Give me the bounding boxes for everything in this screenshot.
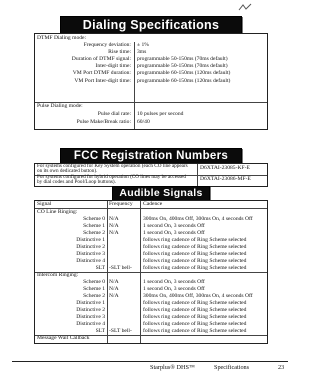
footer-section: Specifications bbox=[214, 364, 250, 371]
fcc-row-description: For systems configured for Key System operation (each CO line appears bbox=[37, 163, 188, 169]
signal-cadence: follows ring cadence of Ring Scheme selected bbox=[143, 251, 247, 257]
signal-name: SLT bbox=[95, 328, 105, 334]
dtmf-row-label: Duration of DTMF signal: bbox=[71, 56, 131, 63]
signal-name: Scheme 1 bbox=[83, 286, 105, 292]
dialing-specifications-table bbox=[34, 33, 268, 130]
signal-cadence: follows ring cadence of Ring Scheme selected bbox=[143, 244, 247, 250]
signal-column-header: Signal bbox=[37, 201, 52, 207]
dtmf-row-value: 3ms bbox=[137, 49, 147, 56]
dtmf-row-value: programmable 50-150ms (70ms default) bbox=[137, 56, 228, 63]
signal-name: Distinctive 3 bbox=[76, 251, 105, 257]
signal-frequency: -SLT bell- bbox=[109, 328, 132, 334]
fcc-registration-number: D6XTAI-23085-KF-E bbox=[200, 164, 250, 171]
cadence-column-header: Cadence bbox=[143, 201, 163, 207]
dtmf-row-label: Frequency deviation: bbox=[83, 42, 131, 48]
pulse-row-label: Pulse Make/Break ratio: bbox=[76, 119, 131, 125]
fcc-registration-table bbox=[34, 163, 268, 187]
signal-group: Intercom Ringing: bbox=[37, 272, 79, 278]
frequency-column-header: Frequency bbox=[109, 201, 133, 207]
audible-signals-banner bbox=[112, 186, 210, 201]
signal-cadence: 1 second On, 3 seconds Off bbox=[143, 279, 205, 285]
dialing-specifications-title: Dialing Specifications bbox=[82, 18, 220, 32]
signal-frequency: N/A bbox=[109, 230, 119, 236]
signal-cadence: follows ring cadence of Ring Scheme selected bbox=[143, 237, 247, 243]
signal-name: Scheme 2 bbox=[83, 230, 105, 236]
signal-cadence: 1 second On, 3 seconds Off bbox=[143, 286, 205, 292]
signal-name: Distinctive 1 bbox=[76, 237, 105, 243]
signal-name: SLT bbox=[95, 265, 105, 271]
dtmf-row-label: Rise time: bbox=[108, 49, 131, 56]
signal-cadence: 1 second On, 3 seconds Off bbox=[143, 230, 205, 236]
signal-cadence: follows ring cadence of Ring Scheme selected bbox=[143, 265, 247, 271]
signal-name: Scheme 2 bbox=[83, 293, 105, 299]
signal-name: Distinctive 2 bbox=[76, 244, 105, 250]
signal-frequency: N/A bbox=[109, 293, 119, 299]
dtmf-row-value: ± 1% bbox=[137, 42, 149, 48]
signal-name: Scheme 0 bbox=[83, 279, 105, 285]
audible-signals-title: Audible Signals bbox=[119, 187, 203, 199]
signal-cadence: follows ring cadence of Ring Scheme selected bbox=[143, 328, 247, 334]
signal-name: Scheme 1 bbox=[83, 223, 105, 229]
corner-mark-icon bbox=[238, 3, 252, 13]
signal-name: Distinctive 3 bbox=[76, 314, 105, 320]
signal-name: Distinctive 4 bbox=[76, 258, 105, 264]
signal-cadence: follows ring cadence of Ring Scheme selected bbox=[143, 321, 247, 327]
signal-frequency: N/A bbox=[109, 216, 119, 222]
dtmf-row-value: programmable 60-150ms (120ms default) bbox=[137, 77, 231, 84]
signal-cadence: 300ms On, 400ms Off, 300ms On, 4 seconds Off bbox=[143, 216, 253, 222]
signal-cadence: follows ring cadence of Ring Scheme selected bbox=[143, 258, 247, 264]
signal-frequency: N/A bbox=[109, 279, 119, 285]
signal-name: Distinctive 1 bbox=[76, 300, 105, 306]
footer-product: Starplus® DHS™ bbox=[150, 364, 195, 371]
signal-frequency: N/A bbox=[109, 286, 119, 292]
pulse-row-value: 60/40 bbox=[137, 119, 150, 125]
fcc-row-description: For systems configured for hybrid operation (CO lines may be accessed bbox=[37, 174, 186, 180]
signal-cadence: follows ring cadence of Ring Scheme selected bbox=[143, 307, 247, 313]
signal-cadence: follows ring cadence of Ring Scheme selected bbox=[143, 300, 247, 306]
signal-frequency: N/A bbox=[109, 223, 119, 229]
signal-group: CO Line Ringing: bbox=[37, 209, 78, 215]
signal-name: Distinctive 4 bbox=[76, 321, 105, 327]
dtmf-mode-header: DTMF Dialing mode: bbox=[37, 35, 87, 41]
footer-rule bbox=[12, 361, 288, 362]
page-number: 23 bbox=[278, 364, 285, 371]
fcc-row-description: by dial codes and Pool/Loop buttons). bbox=[37, 179, 116, 185]
dtmf-row-value: programmable 50-150ms (70ms default) bbox=[137, 63, 228, 70]
dtmf-row-label: Inter-digit time: bbox=[95, 63, 131, 70]
fcc-registration-title: FCC Registration Numbers bbox=[73, 150, 229, 162]
dtmf-row-value: programmable 60-150ms (120ms default) bbox=[137, 70, 231, 77]
signal-frequency: -SLT bell- bbox=[109, 265, 132, 271]
signal-cadence: 1 second On, 3 seconds Off bbox=[143, 223, 205, 229]
signal-cadence: 300ms On, 400ms Off, 300ms On, 4 seconds Off bbox=[143, 293, 253, 299]
signal-name: Distinctive 2 bbox=[76, 307, 105, 313]
audible-signals-table bbox=[34, 200, 268, 344]
pulse-row-value: 10 pulses per second bbox=[137, 111, 184, 117]
signal-name: Scheme 0 bbox=[83, 216, 105, 222]
dtmf-row-label: VM Port Inter-digit time: bbox=[74, 77, 131, 84]
fcc-row-description: on its own dedicated button). bbox=[37, 168, 98, 174]
fcc-registration-number: D6XTAI-23086-MF-E bbox=[200, 175, 251, 182]
signal-group: Message Wait Callback bbox=[37, 335, 90, 341]
dtmf-row-label: VM Port DTMF duration: bbox=[72, 70, 131, 77]
signal-cadence: follows ring cadence of Ring Scheme selected bbox=[143, 314, 247, 320]
pulse-row-label: Pulse dial rate: bbox=[97, 111, 131, 117]
pulse-mode-header: Pulse Dialing mode: bbox=[37, 103, 83, 109]
